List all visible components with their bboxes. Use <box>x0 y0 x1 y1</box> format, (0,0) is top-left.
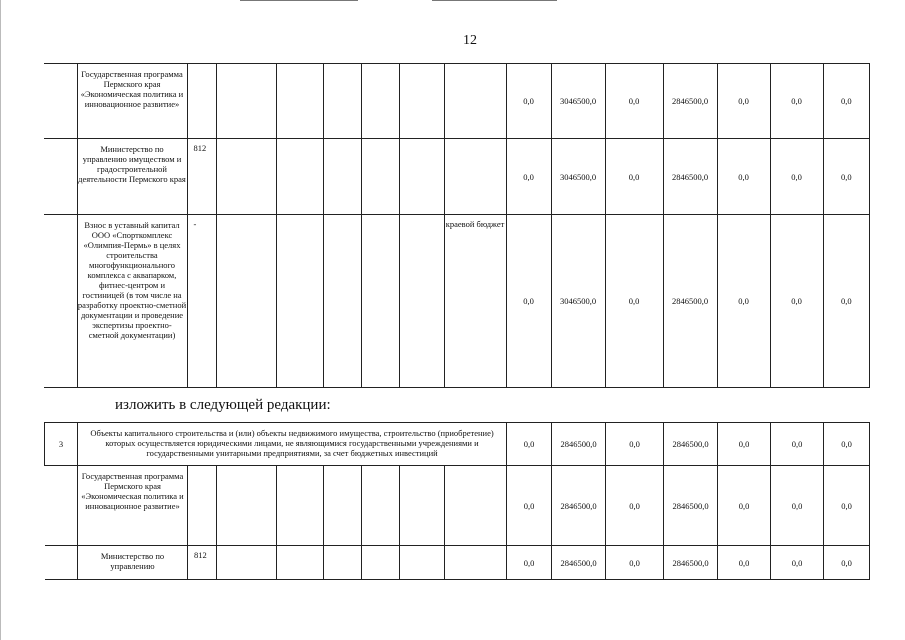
value-cell: 0,0 <box>606 546 664 580</box>
value-cell: 0,0 <box>717 139 770 215</box>
value-cell: 3046500,0 <box>551 64 605 139</box>
value-cell: 0,0 <box>507 466 552 546</box>
value-cell: 0,0 <box>771 466 824 546</box>
value-cell: 0,0 <box>605 139 663 215</box>
value-cell: 0,0 <box>506 139 551 215</box>
row-name: Министерство по управлению <box>78 546 188 580</box>
page-number: 12 <box>463 33 477 48</box>
page-top-rule <box>432 0 557 1</box>
value-cell: 0,0 <box>718 546 771 580</box>
row-name: Государственная программа Пермского края «Экономическая политика и инновационное развитие» <box>77 64 187 139</box>
value-cell: 0,0 <box>605 215 663 388</box>
value-cell: 2846500,0 <box>552 546 606 580</box>
row-name: Министерство по управлению имуществом и градостроительной деятельности Пермского края <box>77 139 187 215</box>
table-row <box>44 215 870 388</box>
value-cell: 2846500,0 <box>663 215 717 388</box>
value-cell: 0,0 <box>823 139 870 215</box>
value-cell: 0,0 <box>824 466 870 546</box>
value-cell: 0,0 <box>823 215 870 388</box>
value-cell: 0,0 <box>506 215 551 388</box>
row-code <box>188 466 217 546</box>
value-cell: 0,0 <box>770 215 823 388</box>
value-cell: 0,0 <box>605 64 663 139</box>
value-cell: 0,0 <box>824 546 870 580</box>
value-cell: 0,0 <box>718 423 771 466</box>
row-source <box>444 64 506 139</box>
page-top-rule <box>240 0 358 1</box>
value-cell: 0,0 <box>824 423 870 466</box>
row-code: 812 <box>187 139 216 215</box>
page-left-edge <box>0 0 1 640</box>
value-cell: 0,0 <box>718 466 771 546</box>
value-cell: 0,0 <box>717 64 770 139</box>
table-row <box>45 423 870 466</box>
row-code: 812 <box>188 546 217 580</box>
value-cell: 0,0 <box>771 423 824 466</box>
value-cell: 2846500,0 <box>663 139 717 215</box>
value-cell: 0,0 <box>507 423 552 466</box>
value-cell: 2846500,0 <box>663 64 717 139</box>
object-title: Объекты капитального строительства и (или) объекты недвижимого имущества, строительство (приобретение) которых осуществляется юридическими лицами, не являющимися государственными учреждениями и государственными унитарными предприятиями, за счет бюджетных инвестиций <box>78 423 507 466</box>
value-cell: 2846500,0 <box>664 423 718 466</box>
value-cell: 3046500,0 <box>551 139 605 215</box>
value-cell: 0,0 <box>507 546 552 580</box>
value-cell: 0,0 <box>771 546 824 580</box>
row-source: краевой бюджет <box>444 215 506 388</box>
row-source <box>444 139 506 215</box>
value-cell: 2846500,0 <box>552 466 606 546</box>
value-cell: 0,0 <box>717 215 770 388</box>
row-name: Государственная программа Пермского края «Экономическая политика и инновационное развитие» <box>78 466 188 546</box>
value-cell: 0,0 <box>823 64 870 139</box>
row-code <box>187 64 216 139</box>
bottom-budget-table <box>44 422 870 580</box>
value-cell: 0,0 <box>770 64 823 139</box>
table-row <box>44 139 870 215</box>
top-budget-table <box>44 63 870 388</box>
value-cell: 0,0 <box>606 466 664 546</box>
row-number: 3 <box>45 423 78 466</box>
row-name: Взнос в уставный капитал ООО «Спорткомплекс «Олимпия-Пермь» в целях строительства многофункционального комплекса с аквапарком, фитнес-центром и гостиницей (в том числе на разработку проектно-сметной документации и проведение экспертизы проектно-сметной документации) <box>77 215 187 388</box>
value-cell: 0,0 <box>770 139 823 215</box>
table-row <box>44 64 870 139</box>
value-cell: 2846500,0 <box>664 546 718 580</box>
table-row <box>45 466 870 546</box>
value-cell: 2846500,0 <box>552 423 606 466</box>
value-cell: 2846500,0 <box>664 466 718 546</box>
value-cell: 0,0 <box>506 64 551 139</box>
value-cell: 0,0 <box>606 423 664 466</box>
table-row <box>45 546 870 580</box>
row-code: - <box>187 215 216 388</box>
section-heading: изложить в следующей редакции: <box>115 397 331 413</box>
value-cell: 3046500,0 <box>551 215 605 388</box>
